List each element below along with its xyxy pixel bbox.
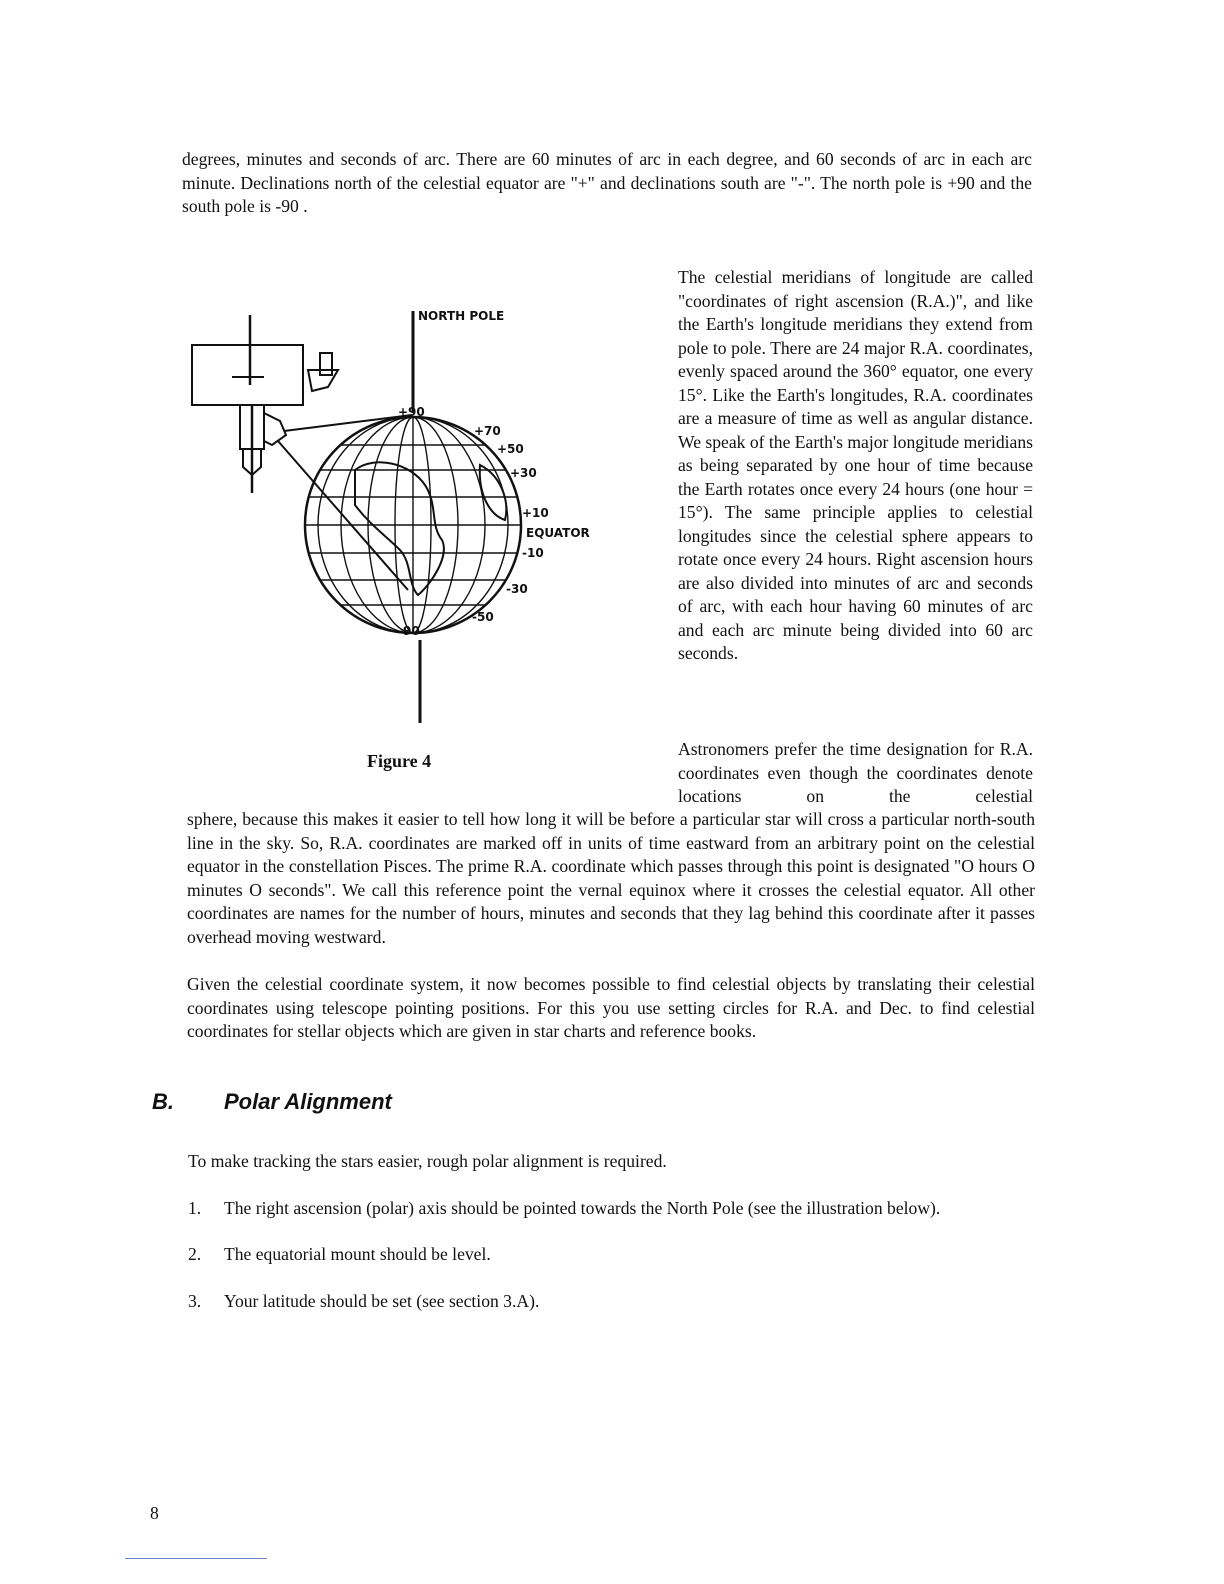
dec-plus10-label: +10: [522, 506, 549, 520]
section-intro: To make tracking the stars easier, rough polar alignment is required.: [188, 1151, 667, 1171]
list-item-number: 3.: [188, 1291, 202, 1311]
dec-minus50-label: -50: [472, 610, 494, 624]
section-title: Polar Alignment: [224, 1089, 392, 1114]
globe-grid: [300, 417, 526, 633]
figure-caption: Figure 4: [367, 751, 432, 771]
list-item-text: Your latitude should be set (see section 3.A).: [224, 1291, 540, 1311]
dec-plus50-label: +50: [497, 442, 524, 456]
list-item-number: 2.: [188, 1244, 202, 1264]
equator-label: EQUATOR: [526, 526, 590, 540]
list-item-text: The equatorial mount should be level.: [224, 1244, 491, 1264]
dec-minus90-label: -90: [398, 624, 420, 638]
list-item: [188, 1243, 491, 1267]
list-item-text: The right ascension (polar) axis should be pointed towards the North Pole (see the illustration below).: [224, 1198, 941, 1218]
list-item: [188, 1197, 940, 1221]
intro-paragraph: degrees, minutes and seconds of arc. There are 60 minutes of arc in each degree, and 60 seconds of arc in each arc minute. Declinations north of the celestial equator are "+" and declinations south are "-". The north pole is +90 and the south pole is -90 .: [182, 149, 1032, 216]
dec-plus70-label: +70: [474, 424, 501, 438]
astronomers-paragraph-continued: sphere, because this makes it easier to tell how long it will be before a particular star will cross a particular north-south line in the sky. So, R.A. coordinates are marked off in units of time eastward from an arbitrary point on the celestial equator in the constellation Pisces. The prime R.A. coordinate which passes through this point is designated "O hours O minutes O seconds". We call this reference point the vernal equinox where it crosses the celestial equator. All other coordinates are names for the number of hours, minutes and seconds that they lag behind this coordinate after it passes overhead moving westward.: [187, 809, 1035, 947]
section-heading: [152, 1090, 392, 1114]
dec-minus10-label: -10: [522, 546, 544, 560]
figure-4-celestial-sphere: [180, 295, 620, 735]
celestial-sphere-diagram: [180, 295, 620, 735]
north-pole-label: NORTH POLE: [418, 309, 505, 323]
dec-minus30-label: -30: [506, 582, 528, 596]
dec-plus90-label: +90: [398, 405, 425, 419]
list-item: [188, 1290, 539, 1314]
footer-rule: [125, 1558, 267, 1559]
section-letter: B.: [152, 1089, 174, 1114]
coordinate-system-paragraph: Given the celestial coordinate system, it now becomes possible to find celestial objects by translating their celestial coordinates using telescope pointing positions. For this you use setting circles for R.A. and Dec. to find celestial coordinates for stellar objects which are given in star charts and reference books.: [187, 974, 1035, 1041]
telescope-tube-shape: [192, 345, 303, 405]
page-number: 8: [150, 1503, 159, 1523]
list-item-number: 1.: [188, 1198, 202, 1218]
right-ascension-paragraph: The celestial meridians of longitude are called "coordinates of right ascension (R.A.)", and like the Earth's longitude meridians they extend from pole to pole. There are 24 major R.A. coordinates, evenly spaced around the 360° equator, one every 15°. Like the Earth's longitudes, R.A. coordinates are a measure of time as well as angular distance. We speak of the Earth's major longitude meridians as being separated by one hour of time because the Earth rotates once every 24 hours (one hour = 15°). The same principle applies to celestial longitudes since the celestial sphere appears to rotate once every 24 hours. Right ascension hours are also divided into minutes of arc and seconds of arc, with each hour having 60 minutes of arc and each arc minute being divided into 60 arc seconds.: [678, 267, 1033, 663]
dec-plus30-label: +30: [510, 466, 537, 480]
astronomers-paragraph-start: Astronomers prefer the time designation for R.A. coordinates even though the coordinates denote locations on the celestial: [678, 739, 1033, 806]
